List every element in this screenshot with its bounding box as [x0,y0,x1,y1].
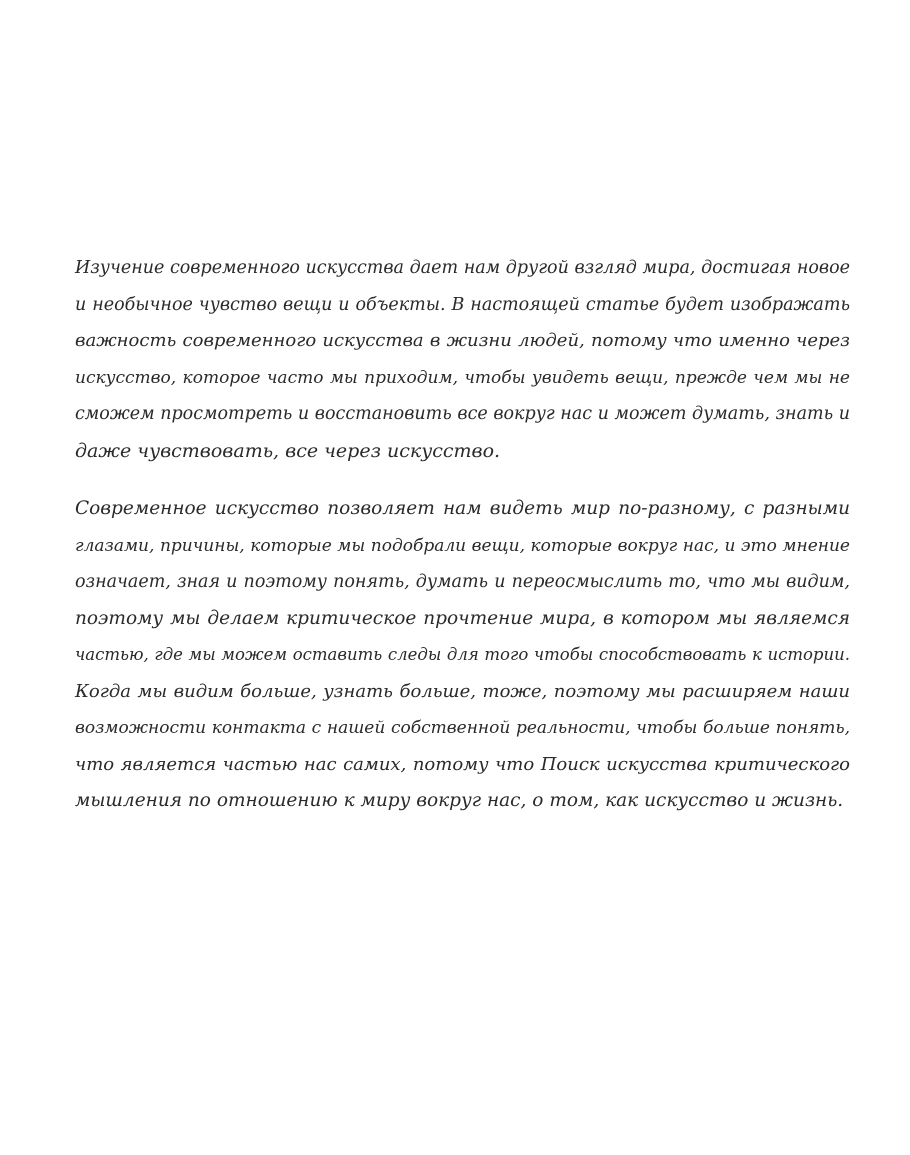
text-line: Когда мы видим больше, узнать больше, тоже, поэтому мы расширяем наши [75,680,850,702]
text-line: возможности контакта с нашей собственной реальности, чтобы больше понять, [75,718,850,738]
paragraph-2 [75,491,850,820]
text-line: искусство, которое часто мы приходим, чтобы увидеть вещи, прежде чем мы не [75,367,850,388]
text-line: и необычное чувство вещи и объекты. В настоящей статье будет изображать [75,294,850,315]
text-line: что является частью нас самих, потому что Поиск искусства критического [75,753,850,775]
text-line: сможем просмотреть и восстановить все вокруг нас и может думать, знать и [75,404,850,424]
paragraph-spacer [75,469,850,491]
essay-text [75,250,850,820]
text-line: Современное искусство позволяет нам видеть мир по-разному, с разными [75,498,850,519]
paragraph-1 [75,250,850,469]
text-line: важность современного искусства в жизни людей, потому что именно через [75,330,850,351]
text-line: поэтому мы делаем критическое прочтение мира, в котором мы являемся [75,607,850,629]
text-line: мышления по отношению к миру вокруг нас, о том, как искусство и жизнь. [75,790,844,811]
text-line: глазами, причины, которые мы подобрали вещи, которые вокруг нас, и это мнение [75,535,850,556]
text-line: частью, где мы можем оставить следы для того чтобы способствовать к истории. [75,645,850,664]
text-line: даже чувствовать, все через искусство. [75,439,501,462]
text-line: Изучение современного искусства дает нам другой взгляд мира, достигая новое [75,258,850,278]
text-line: означает, зная и поэтому понять, думать и переосмыслить то, что мы видим, [75,572,850,592]
